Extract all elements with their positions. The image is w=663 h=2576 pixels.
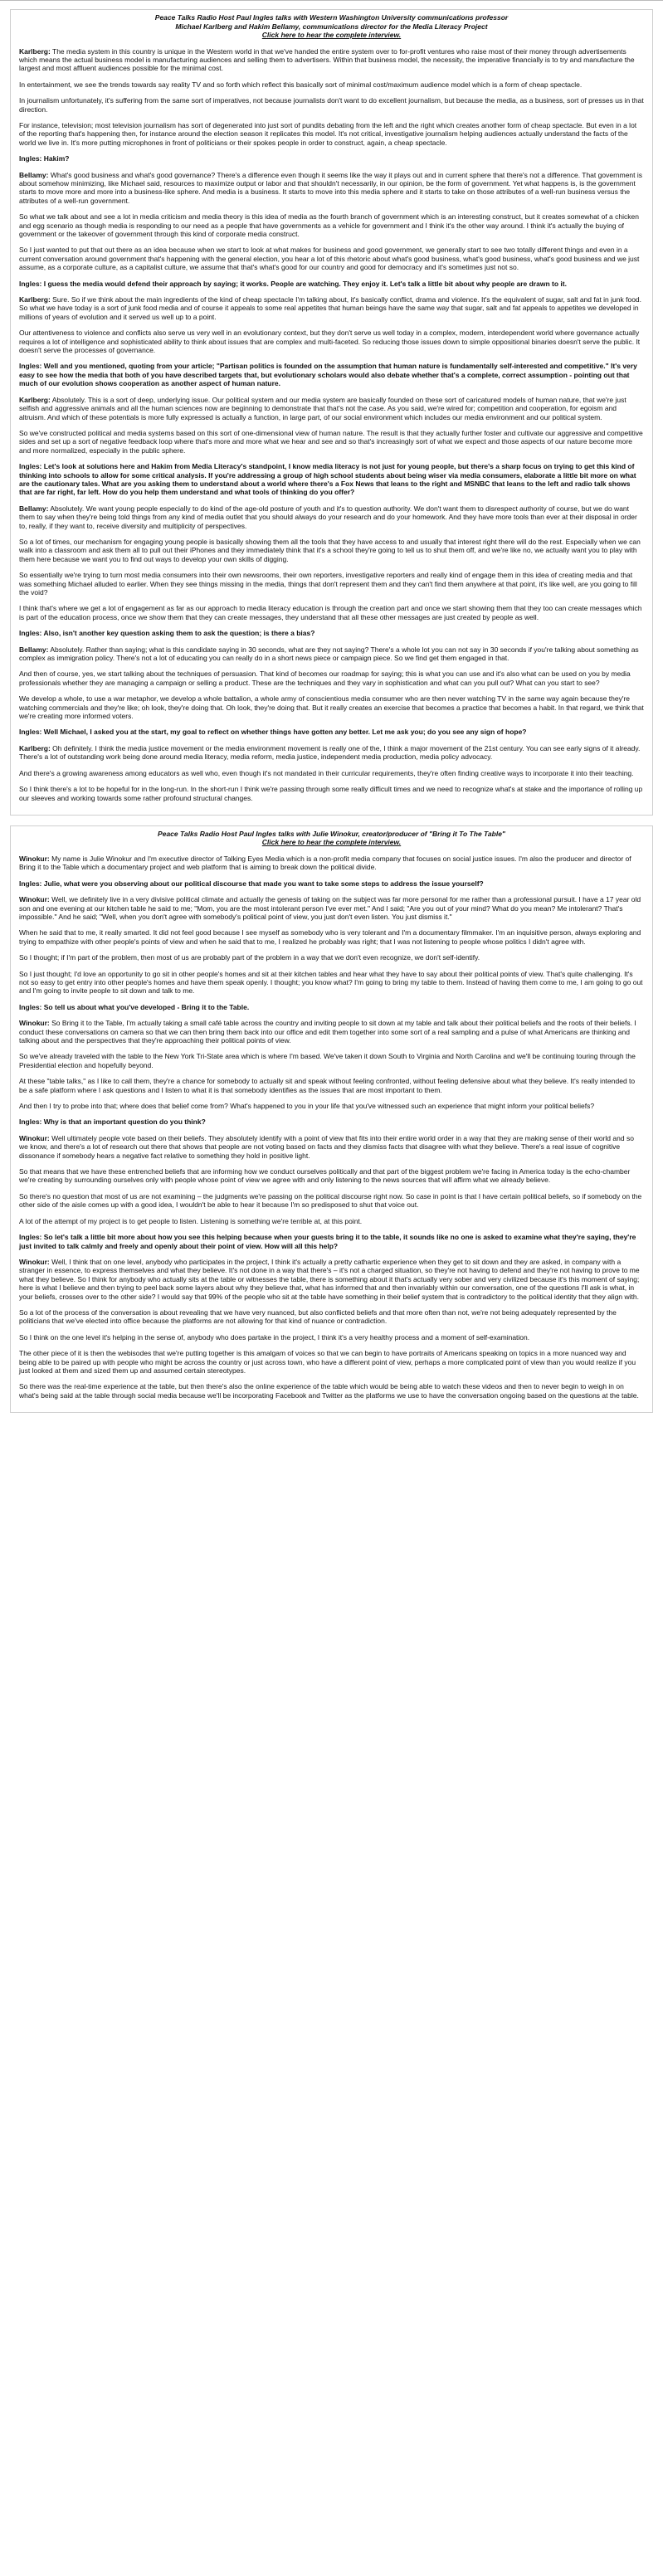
transcript-body: [19, 855, 644, 1400]
interviewer-question: [19, 462, 644, 497]
transcript-paragraph: [19, 295, 644, 321]
interviewer-question: [19, 728, 644, 736]
hear-complete-interview-link[interactable]: Click here to hear the complete interview.: [261, 838, 402, 847]
transcript-paragraph: [19, 47, 644, 73]
speaker-label: Karlberg:: [19, 46, 51, 56]
paragraph-text: A lot of the attempt of my project is to get people to listen. Listening is something we're terrible at, at this point.: [19, 1216, 363, 1225]
paragraph-text: So I think on the one level it's helping in the sense of, anybody who does partake in the project, I think it's a very healthy process and a moment of self-examination.: [19, 1332, 530, 1342]
transcript-paragraph: [19, 429, 644, 455]
transcript-paragraph: [19, 396, 644, 421]
transcript-paragraph: [19, 1349, 644, 1375]
paragraph-text: So I think there's a lot to be hopeful for in the long-run. In the short-run I think we're passing through some really difficult times and we need to recognize what's at stake and the importance of rolling up our sleeves and working towards some rather profound structural changes.: [19, 785, 643, 802]
transcript-paragraph: [19, 895, 644, 921]
interviewer-question: [19, 629, 644, 637]
interviewer-question: [19, 280, 644, 288]
transcript-paragraph: [19, 1102, 644, 1110]
transcript-paragraph: [19, 769, 644, 777]
speaker-label: Bellamy:: [19, 645, 49, 654]
interviewer-question: [19, 879, 644, 888]
paragraph-text: Well, I think that on one level, anybody who participates in the project, I think it's actually a pretty cathartic experience when they get to sit down and they are asked, in company with a stranger in essence, to express themselves and what they believe. It's not done in a way that there's – it's not a charged situation, so they're not having to defend and they're not having to prove to me what they believe. So I think for anybody who actually sits at the table or witnesses the table, there is something about it that's actually very sober and very civilized because it's this moment of saying; here is what I believe and then trying to peel back some layers about why they believe that, what has informed that and then invariably within our conversation, one of the questions I'll ask is what, in your beliefs, crosses over to the other side? I would say that 99% of the people who sit at the table have something in their belief system that is contradictory to the political identity that they align with.: [19, 1257, 640, 1301]
speaker-label: Winokur:: [19, 1133, 50, 1142]
interview-title-line-1: Peace Talks Radio Host Paul Ingles talks with Western Washington University communications professor: [154, 13, 509, 22]
transcript-paragraph: [19, 670, 644, 687]
transcript-paragraph: [19, 571, 644, 597]
interview-panel-winokur: [10, 825, 653, 1413]
transcript-paragraph: [19, 785, 644, 802]
paragraph-text: When he said that to me, it really smarted. It did not feel good because I see myself as somebody who is very tolerant and I'm a documentary filmmaker. I'm an inquisitive person, always exploring and trying to empathize with other people's points of view and when he said that to me, I realized he probably was right; that I was not listening to people whose politics I didn't agree with.: [19, 928, 641, 946]
paragraph-text: So essentially we're trying to turn most media consumers into their own newsrooms, their own reporters, investigative reporters and really kind of engage them in this idea of creating media and that was something Michael alluded to earlier. When they see things missing in the media, things that don't represent them and they can't find them anywhere at that point, it's like well, are you going to fill the void?: [19, 571, 637, 597]
transcript-body: [19, 47, 644, 802]
transcript-paragraph: [19, 953, 644, 962]
paragraph-text: The media system in this country is unique in the Western world in that we've handed the entire system over to for-profit ventures who raise most of their money through advertisements which means the actual business model is manufacturing audiences and selling them to advertisers. Within that business model, the necessity, the imperative financially is to try and manufacture the largest and most affluent audiences possible for the minimal cost.: [19, 46, 635, 73]
interview-header: [19, 10, 644, 40]
transcript-paragraph: [19, 1077, 644, 1094]
paragraph-text: So Bring it to the Table, I'm actually taking a small café table across the country and inviting people to sit down at my table and talk about their political beliefs and the roots of their beliefs. I conduct these conversations on camera so that we can then bring them back into our office and edit them together into some sort of a real sampling and a pulse of what Americans are thinking and talking about and the perspectives that they're approaching their political points of view.: [19, 1019, 636, 1045]
paragraph-text: At these "table talks," as I like to call them, they're a chance for somebody to actually sit and speak without feeling confronted, without feeling defensive about what they believe. It's really intended to be a safe platform where I ask questions and I listen to what it is that somebody identifies as the issues that are most important to them.: [19, 1077, 636, 1094]
paragraph-text: Absolutely. Rather than saying; what is this candidate saying in 30 seconds, what are they not saying? There's a whole lot you can not say in 30 seconds if you're talking about something as complex as immigration policy. There's not a lot of educating you can really do in a short news piece or campaign piece. So we find get them engaged in that.: [19, 645, 639, 663]
transcript-paragraph: [19, 645, 644, 663]
speaker-label: Karlberg:: [19, 295, 51, 304]
transcript-paragraph: [19, 694, 644, 720]
paragraph-text: Well ultimately people vote based on their beliefs. They absolutely identify with a point of view that fits into their entire world order in a way that they are making sense of their world and so we know, and there's a lot of research out there that shows that people are not voting based on facts and they dismiss facts that disagree with what they believe. There's a real issue of cognitive dissonance if somebody hears a negative fact relative to something they hold in positive light.: [19, 1133, 634, 1160]
speaker-label: Ingles: So tell us about what you've developed - Bring it to the Table.: [19, 1002, 250, 1011]
paragraph-text: I think that's where we get a lot of engagement as far as our approach to media literacy education is through the creation part and once we start showing them that they too can create messages which is part of the education process, once we show them that they can create messages, they understand that all these other messages are just created by people as well.: [19, 604, 642, 621]
transcript-paragraph: [19, 1167, 644, 1185]
speaker-label: Ingles: Why is that an important question do you think?: [19, 1118, 206, 1127]
paragraph-text: So what we talk about and see a lot in media criticism and media theory is this idea of media as the fourth branch of government which is an interesting construct, but it creates somewhat of a chicken and egg scenario as though media is responding to our need as a people that have governments as a vehicle for government and I think it's the other way around. I think it's actually the buying of government or the takeover of government through this kind of corporate media construct.: [19, 212, 639, 238]
speaker-label: Ingles: Well and you mentioned, quoting from your article; "Partisan politics is founded on the assumption that human nature is fundamentally self-interested and competitive." It's very easy to see how the media that both of you have described targets that, but evolutionary scholars would also debate whether that's a complete, correct assumption - pointing out that much of our evolution shows cooperation as another aspect of human nature.: [19, 362, 637, 388]
transcript-paragraph: [19, 329, 644, 354]
paragraph-text: In entertainment, we see the trends towards say reality TV and so forth which reflect this basically sort of minimal cost/maximum audience model which is a form of cheap spectacle.: [19, 80, 583, 89]
paragraph-text: So a lot of times, our mechanism for engaging young people is basically showing them all the tools that they have access to and usually that interest right there will do the rest. Especially when we can walk into a classroom and ask them all to pull out their iPhones and they immediately think that it's a school they're going to tell us to shut them off, and we're like no, we actually want you to play with them here because we want you to find out ways to develop your own skills of digging.: [19, 537, 641, 563]
transcript-paragraph: [19, 80, 644, 89]
paragraph-text: So we've constructed political and media systems based on this sort of one-dimensional view of human nature. The result is that they actually further foster and cultivate our aggressive and competitive sides and set up a sort of negative feedback loop where that's more and more what we hear and see and so that's increasingly sort of what we expect and those aspects of our nature become more and more normalized, especially in the public sphere.: [19, 428, 643, 455]
transcript-paragraph: [19, 504, 644, 530]
transcript-paragraph: [19, 212, 644, 238]
paragraph-text: And then of course, yes, we start talking about the techniques of persuasion. That kind of becomes our roadmap for saying; this is what you can use and it's also what can be used on you by media professionals whether they are managing a campaign or selling a product. These are the techniques and they vary in sophistication and what can you pull out? What can you start to see?: [19, 670, 631, 687]
transcript-paragraph: [19, 1333, 644, 1342]
paragraph-text: So there's no question that most of us are not examining – the judgments we're passing on the political discourse right now. So case in point is that I have certain political beliefs, so if somebody on the other side of the aisle comes up with a good idea, I wouldn't be able to hear it because I'm so predisposed to shut that voice out.: [19, 1191, 642, 1210]
speaker-label: Winokur:: [19, 1257, 50, 1266]
hear-complete-interview-link[interactable]: Click here to hear the complete interview.: [261, 31, 402, 39]
paragraph-text: For instance, television; most television journalism has sort of degenerated into just sort of pundits debating from the left and the right which creates another form of cheap spectacle. But even in a lot of the reporting that's happening then, for instance around the election season it replicates this model. It's not critical, investigative journalism helping audiences actually understand the facts of the world we live in. It's more putting microphones in front of politicians or their spokes people in order to construct, again, a cheap spectacle.: [19, 120, 637, 147]
speaker-label: Ingles: Well Michael, I asked you at the start, my goal to reflect on whether things have gotten any better. Let me ask you; do you see any sign of hope?: [19, 728, 527, 737]
transcript-paragraph: [19, 1134, 644, 1160]
transcript-paragraph: [19, 1258, 644, 1301]
transcript-paragraph: [19, 1217, 644, 1225]
paragraph-text: Our attentiveness to violence and conflicts also serve us very well in an evolutionary context, but they don't serve us well today in a complex, modern, interdependent world where governance actually requires a lot of intelligence and sophisticated ability to think about issues that are complex and multi-faceted. So reducing those issues down to simple oppositional binaries doesn't serve the public. It doesn't serve the processes of governance.: [19, 329, 641, 355]
paragraph-text: Absolutely. We want young people especially to do kind of the age-old posture of youth and it's to question authority. We don't want them to disrespect authority of course, but we do want them to say when they're being told things from any kind of media outlet that you should always do your research and do your homework. And they have more tools than ever at their disposal in order to, really, if they want to, receive diversity and multiplicity of perspectives.: [19, 504, 637, 530]
interviewer-question: [19, 1118, 644, 1126]
transcript-paragraph: [19, 970, 644, 996]
paragraph-text: Sure. So if we think about the main ingredients of the kind of cheap spectacle I'm talking about, it's basically conflict, drama and violence. It's the equivalent of sugar, salt and fat in junk food. So what we have today is a sort of junk food media and of course it appeals to some real appetites that human beings have the same way that sugar, salt and fat appeals to appetites we developed in millions of years of evolution and it served us well up to a point.: [19, 295, 642, 321]
paragraph-text: So we've already traveled with the table to the New York Tri-State area which is where I'm based. We've taken it down South to Virginia and North Carolina and we'll be continuing touring through the Presidential election and hopefully beyond.: [19, 1052, 636, 1069]
interviewer-question: [19, 1233, 644, 1250]
interviewer-question: [19, 362, 644, 387]
transcript-paragraph: [19, 1192, 644, 1210]
paragraph-text: What's good business and what's good governance? There's a difference even though it seems like the way it plays out and in current sphere that there's not a difference. That government is about somehow minimizing, like Michael said, resources to maximize output or labor and that shouldn't necessarily, in our opinion, be the form of government. Yet what happens is, is the government starts to move more and more into a business-like sphere. And media is a business. It starts to move into this media sphere and it starts to take on those attributes of a well-run business versus the attributes of a well-run government.: [19, 170, 643, 205]
transcript-paragraph: [19, 1019, 644, 1045]
interview-title-line-1: Peace Talks Radio Host Paul Ingles talks with Julie Winokur, creator/producer of "Bring it To The Table": [158, 829, 505, 838]
paragraph-text: So I just wanted to put that out there as an idea because when we start to look at what makes for business and good government, we generally start to see two totally different things and even in a current conversation around government that's happening with the general election, you hear a lot of this rhetoric about what's good business, what's good business, what's good business and we just assume, as a corporate culture, as a capitalist culture, we assume that that's what's good for our country and good for democracy and it's sometimes just not so.: [19, 246, 640, 272]
interviewer-question: [19, 154, 644, 163]
interviewer-question: [19, 1003, 644, 1011]
speaker-label: Bellamy:: [19, 504, 49, 513]
transcript-paragraph: [19, 928, 644, 946]
paragraph-text: So I thought; if I'm part of the problem, then most of us are probably part of the problem in a way that we don't even recognize, we don't self-identify.: [19, 953, 480, 962]
paragraph-text: So that means that we have these entrenched beliefs that are informing how we conduct ourselves politically and that part of the biggest problem we're facing in America today is the echo-chamber we're creating by surrounding ourselves only with people whose point of view we agree with and only listening to the news sources that will affirm what we already believe.: [19, 1167, 631, 1185]
paragraph-text: So I just thought; I'd love an opportunity to go sit in other people's homes and sit at their kitchen tables and hear what they have to say about their political points of view. That's quite challenging. It's not so easy to get entry into other people's homes and have them speak openly. I thought; you know what? I'm going to bring my table to them. Instead of having them come to me, I am going to go out and I'm going to invite people to sit down and talk to me.: [19, 969, 643, 996]
transcript-paragraph: [19, 171, 644, 206]
paragraph-text: My name is Julie Winokur and I'm executive director of Talking Eyes Media which is a non-profit media company that focuses on social justice issues. I'm also the producer and director of Bring it to the Table which a documentary project and web platform that is aiming to break down the political divide.: [19, 854, 631, 872]
transcript-paragraph: [19, 1308, 644, 1326]
interview-title-line-2: Michael Karlberg and Hakim Bellamy, communications director for the Media Literacy Project: [175, 22, 488, 31]
transcript-paragraph: [19, 246, 644, 271]
paragraph-text: So there was the real-time experience at the table, but then there's also the online experience of the table which would be being able to watch these videos and then to never begin to weigh in on what's being said at the table through social media because we'll be incorporating Facebook and Twitter as the platforms we use to have the conversation ongoing based on the questions at the table.: [19, 1382, 639, 1400]
speaker-label: Ingles: Hakim?: [19, 154, 70, 163]
paragraph-text: In journalism unfortunately, it's suffering from the same sort of imperatives, not because journalists don't want to do excellent journalism, but because the media, as a business, sort of presses us in that direction.: [19, 96, 644, 114]
paragraph-text: So a lot of the process of the conversation is about revealing that we have very nuanced, but also conflicted beliefs and that more often than not, we're not being adequately represented by the politicians that we've elected into office because the platforms are not allowing for that kind of nuance or contradiction.: [19, 1307, 617, 1326]
paragraph-text: Absolutely. This is a sort of deep, underlying issue. Our political system and our media system are basically founded on these sort of caricatured models of human nature, that we're just selfish and aggressive animals and all the human sciences now are beginning to demonstrate that that's not the case. As you said, we're wired for; competition and cooperation, for egoism and altruism. And which of these potentials is more fully expressed is actually a function, in large part, of our social environment which includes our media environment and our political system.: [19, 395, 626, 421]
paragraph-text: We develop a whole, to use a war metaphor, we develop a whole battalion, a whole army of conscientious media consumer who are then never watching TV in the same way again because they're watching commercials and they're like; oh look, they're doing that. Oh look, they're doing that. But it really creates an exercise that becomes a practice that becomes a habit. In that regard, we think that we're creating more informed voters.: [19, 694, 644, 721]
transcript-paragraph: [19, 96, 644, 114]
speaker-label: Bellamy:: [19, 170, 49, 179]
speaker-label: Winokur:: [19, 854, 50, 863]
speaker-label: Winokur:: [19, 895, 50, 904]
speaker-label: Ingles: Julie, what were you observing about our political discourse that made you want to take some steps to address the issue yourself?: [19, 879, 484, 888]
interview-panel-karlberg-bellamy: [10, 9, 653, 816]
paragraph-text: The other piece of it is then the webisodes that we're putting together is this amalgam of voices so that we can begin to have portraits of Americans speaking on topics in a more nuanced way and being able to be paired up with people who might be across the country or just across town, who have a different point of view, perhaps a more complicated point of view than you would realize if you just looked at them and sized them up and assumed certain stereotypes.: [19, 1349, 636, 1375]
transcript-paragraph: [19, 855, 644, 872]
speaker-label: Ingles: So let's talk a little bit more about how you see this helping because when your guests bring it to the table, it sounds like no one is asked to examine what they're saying, they're just invited to talk calmly and freely and openly about their point of view. How will all this help?: [19, 1233, 636, 1250]
interview-header: [19, 826, 644, 847]
speaker-label: Ingles: I guess the media would defend their approach by saying; it works. People are watching. They enjoy it. Let's talk a little bit about why people are drawn to it.: [19, 279, 567, 288]
transcript-paragraph: [19, 604, 644, 621]
paragraph-text: Oh definitely. I think the media justice movement or the media environment movement is really one of the, I think a major movement of the 21st century. You can see early signs of it already. There's a lot of outstanding work being done around media literacy, media reform, media justice, independent media production, media policy advocacy.: [19, 743, 641, 762]
paragraph-text: And then I try to probe into that; where does that belief come from? What's happened to you in your life that you've witnessed such an experience that might inform your political beliefs?: [19, 1102, 595, 1111]
transcript-paragraph: [19, 744, 644, 762]
speaker-label: Karlberg:: [19, 743, 51, 752]
transcript-paragraph: [19, 121, 644, 147]
speaker-label: Karlberg:: [19, 395, 51, 404]
speaker-label: Ingles: Let's look at solutions here and Hakim from Media Literacy's standpoint, I know media literacy is not just for young people, but there's a sharp focus on trying to get this kind of thinking into schools to allow for some critical analysis. If you're addressing a group of high school students about being wiser via media consumers, elaborate a little bit more on what are the cautionary tales. What are you asking them to understand about a world where there's a Fox News that leans to the right and MSNBC that leans to the left and radio talk shows that are far right, far left. How do you help them understand and what tools of thinking do you offer?: [19, 462, 636, 497]
transcript-paragraph: [19, 1382, 644, 1400]
transcript-paragraph: [19, 1052, 644, 1069]
speaker-label: Winokur:: [19, 1019, 50, 1028]
speaker-label: Ingles: Also, isn't another key question asking them to ask the question; is there a bias?: [19, 629, 315, 638]
paragraph-text: And there's a growing awareness among educators as well who, even though it's not mandated in their curricular requirements, they're often finding creative ways to incorporate it into their teaching.: [19, 768, 634, 777]
paragraph-text: Well, we definitely live in a very divisive political climate and actually the genesis of taking on the subject was far more personal for me rather than a professional pursuit. I have a 17 year old son and one evening at our kitchen table he said to me; "Mom, you are the most intolerant person I've ever met." And I said; "Are you out of your mind? What do you mean? Me intolerant? That's impossible." And he said; "Well, when you don't agree with somebody's political point of view, you just don't even listen. You just dismiss it.": [19, 895, 641, 921]
transcript-paragraph: [19, 538, 644, 563]
